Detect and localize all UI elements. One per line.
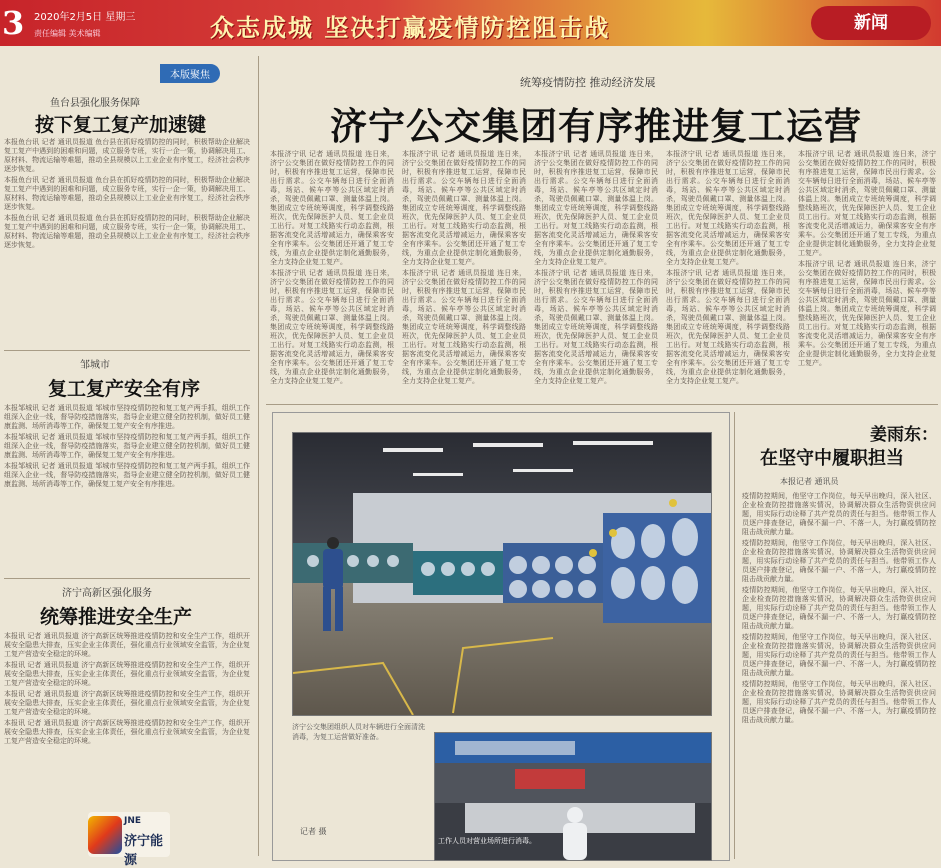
right-headline-line1: 姜雨东： [870, 425, 938, 445]
right-para: 疫情防控期间，他坚守工作岗位，每天早出晚归，深入社区、企业检查防控措施落实情况，协调解决群众生活物资供应问题，用实际行动诠释了共产党员的责任与担当。他带领工作人员逐户排查登记，确保不漏一户、不落一人，为打赢疫情防控阻击战贡献力量。 [742, 586, 936, 630]
logo-en: JNE [124, 816, 142, 826]
logo-name: 济宁能源 [124, 834, 164, 868]
main-photo-caption: 济宁公交集团组织人员对车辆进行全面清洗消毒，为复工运营做好准备。 [292, 723, 425, 741]
story1-body [4, 138, 250, 348]
masthead [0, 0, 941, 46]
main-photo [292, 432, 712, 716]
small-photo-caption: 工作人员对营业场所进行消毒。 [438, 837, 536, 845]
story2-para: 本报邹城讯 记者 通讯员报道 邹城市坚持疫情防控和复工复产两手抓，组织工作组深入企业一线，督导防疫措施落实，指导企业建立健全防控机制，做好员工健康监测、场所消毒等工作，确保复工复产安全有序推进。 [4, 404, 250, 430]
lead-body-col4 [666, 150, 790, 398]
story1-para: 本报鱼台讯 记者 通讯员报道 鱼台县在抓好疫情防控的同时，积极帮助企业解决复工复产中遇到的困难和问题，成立服务专班，实行一企一策，协调解决用工、原材料、物流运输等难题，推动全县规模以上工业企业有序复工，经济社会秩序逐步恢复。 [4, 176, 250, 211]
photo-credit: 记者 摄 [300, 827, 327, 836]
right-para: 疫情防控期间，他坚守工作岗位，每天早出晚归，深入社区、企业检查防控措施落实情况，协调解决群众生活物资供应问题，用实际行动诠释了共产党员的责任与担当。他带领工作人员逐户排查登记，确保不漏一户、不落一人，为打赢疫情防控阻击战贡献力量。 [742, 492, 936, 536]
lead-para: 本报济宁讯 记者 通讯员报道 连日来，济宁公交集团在做好疫情防控工作的同时，积极有序推进复工运营，保障市民出行需求。公交车辆每日进行全面消毒，场站、候车亭等公共区域定时消杀，驾驶员佩戴口罩、测量体温上岗。集团成立专班统筹调度，科学调整线路班次，优先保障医护人员、复工企业员工出行。对复工线路实行动态监测，根据客流变化灵活增减运力，确保乘客安全有序乘车。公交集团还开通了复工专线，为重点企业提供定制化通勤服务，全力支持企业复工复产。 [402, 150, 526, 266]
story3-para: 本报讯 记者 通讯员报道 济宁高新区统筹推进疫情防控和安全生产工作，组织开展安全隐患大排查，压实企业主体责任，强化重点行业领域安全监管，为企业复工复产营造安全稳定的环境。 [4, 632, 250, 658]
jne-logo [88, 812, 170, 868]
divider [4, 578, 250, 579]
story3-para: 本报讯 记者 通讯员报道 济宁高新区统筹推进疫情防控和安全生产工作，组织开展安全隐患大排查，压实企业主体责任，强化重点行业领域安全监管，为企业复工复产营造安全稳定的环境。 [4, 690, 250, 716]
lead-para: 本报济宁讯 记者 通讯员报道 连日来，济宁公交集团在做好疫情防控工作的同时，积极有序推进复工运营，保障市民出行需求。公交车辆每日进行全面消毒，场站、候车亭等公共区域定时消杀，驾驶员佩戴口罩、测量体温上岗。集团成立专班统筹调度，科学调整线路班次，优先保障医护人员、复工企业员工出行。对复工线路实行动态监测，根据客流变化灵活增减运力，确保乘客安全有序乘车。公交集团还开通了复工专线，为重点企业提供定制化通勤服务，全力支持企业复工复产。 [798, 150, 936, 257]
story3-body [4, 632, 250, 808]
lead-body-col1 [270, 150, 394, 398]
column-tag: 本版聚焦 [160, 64, 220, 83]
lead-body-col3 [534, 150, 658, 398]
lead-para: 本报济宁讯 记者 通讯员报道 连日来，济宁公交集团在做好疫情防控工作的同时，积极有序推进复工运营，保障市民出行需求。公交车辆每日进行全面消毒，场站、候车亭等公共区域定时消杀，驾驶员佩戴口罩、测量体温上岗。集团成立专班统筹调度，科学调整线路班次，优先保障医护人员、复工企业员工出行。对复工线路实行动态监测，根据客流变化灵活增减运力，确保乘客安全有序乘车。公交集团还开通了复工专线，为重点企业提供定制化通勤服务，全力支持企业复工复产。 [270, 269, 394, 385]
right-byline: 本报记者 通讯员 [780, 477, 839, 486]
story1-para: 本报鱼台讯 记者 通讯员报道 鱼台县在抓好疫情防控的同时，积极帮助企业解决复工复产中遇到的困难和问题，成立服务专班，实行一企一策，协调解决用工、原材料、物流运输等难题，推动全县规模以上工业企业有序复工，经济社会秩序逐步恢复。 [4, 138, 250, 173]
story3-headline: 统筹推进安全生产 [40, 606, 193, 628]
lead-para: 本报济宁讯 记者 通讯员报道 连日来，济宁公交集团在做好疫情防控工作的同时，积极有序推进复工运营，保障市民出行需求。公交车辆每日进行全面消毒，场站、候车亭等公共区域定时消杀，驾驶员佩戴口罩、测量体温上岗。集团成立专班统筹调度，科学调整线路班次，优先保障医护人员、复工企业员工出行。对复工线路实行动态监测，根据客流变化灵活增减运力，确保乘客安全有序乘车。公交集团还开通了复工专线，为重点企业提供定制化通勤服务，全力支持企业复工复产。 [666, 150, 790, 266]
story3-para: 本报讯 记者 通讯员报道 济宁高新区统筹推进疫情防控和安全生产工作，组织开展安全隐患大排查，压实企业主体责任，强化重点行业领域安全监管，为企业复工复产营造安全稳定的环境。 [4, 661, 250, 687]
right-para: 疫情防控期间，他坚守工作岗位，每天早出晚归，深入社区、企业检查防控措施落实情况，协调解决群众生活物资供应问题，用实际行动诠释了共产党员的责任与担当。他带领工作人员逐户排查登记，确保不漏一户、不落一人，为打赢疫情防控阻击战贡献力量。 [742, 633, 936, 677]
right-para: 疫情防控期间，他坚守工作岗位，每天早出晚归，深入社区、企业检查防控措施落实情况，协调解决群众生活物资供应问题，用实际行动诠释了共产党员的责任与担当。他带领工作人员逐户排查登记，确保不漏一户、不落一人，为打赢疫情防控阻击战贡献力量。 [742, 680, 936, 724]
masthead-slogan: 众志成城 坚决打赢疫情防控阻击战 [210, 13, 611, 42]
story1-kicker: 鱼台县强化服务保障 [50, 98, 140, 109]
lead-para: 本报济宁讯 记者 通讯员报道 连日来，济宁公交集团在做好疫情防控工作的同时，积极有序推进复工运营，保障市民出行需求。公交车辆每日进行全面消毒，场站、候车亭等公共区域定时消杀，驾驶员佩戴口罩、测量体温上岗。集团成立专班统筹调度，科学调整线路班次，优先保障医护人员、复工企业员工出行。对复工线路实行动态监测，根据客流变化灵活增减运力，确保乘客安全有序乘车。公交集团还开通了复工专线，为重点企业提供定制化通勤服务，全力支持企业复工复产。 [270, 150, 394, 266]
lead-para: 本报济宁讯 记者 通讯员报道 连日来，济宁公交集团在做好疫情防控工作的同时，积极有序推进复工运营，保障市民出行需求。公交车辆每日进行全面消毒，场站、候车亭等公共区域定时消杀，驾驶员佩戴口罩、测量体温上岗。集团成立专班统筹调度，科学调整线路班次，优先保障医护人员、复工企业员工出行。对复工线路实行动态监测，根据客流变化灵活增减运力，确保乘客安全有序乘车。公交集团还开通了复工专线，为重点企业提供定制化通勤服务，全力支持企业复工复产。 [666, 269, 790, 385]
right-body [742, 492, 936, 856]
story2-kicker: 邹城市 [80, 360, 110, 371]
story2-body [4, 404, 250, 574]
bus-depot-photo [293, 433, 711, 715]
column-rule [258, 56, 259, 856]
story2-headline: 复工复产安全有序 [48, 378, 201, 400]
lead-para: 本报济宁讯 记者 通讯员报道 连日来，济宁公交集团在做好疫情防控工作的同时，积极有序推进复工运营，保障市民出行需求。公交车辆每日进行全面消毒，场站、候车亭等公共区域定时消杀，驾驶员佩戴口罩、测量体温上岗。集团成立专班统筹调度，科学调整线路班次，优先保障医护人员、复工企业员工出行。对复工线路实行动态监测，根据客流变化灵活增减运力，确保乘客安全有序乘车。公交集团还开通了复工专线，为重点企业提供定制化通勤服务，全力支持企业复工复产。 [402, 269, 526, 385]
date-line: 2020年2月5日 星期三 [34, 12, 136, 23]
page-number: 3 [2, 4, 25, 42]
lead-para: 本报济宁讯 记者 通讯员报道 连日来，济宁公交集团在做好疫情防控工作的同时，积极有序推进复工运营，保障市民出行需求。公交车辆每日进行全面消毒，场站、候车亭等公共区域定时消杀，驾驶员佩戴口罩、测量体温上岗。集团成立专班统筹调度，科学调整线路班次，优先保障医护人员、复工企业员工出行。对复工线路实行动态监测，根据客流变化灵活增减运力，确保乘客安全有序乘车。公交集团还开通了复工专线，为重点企业提供定制化通勤服务，全力支持企业复工复产。 [798, 260, 936, 367]
column-rule [734, 412, 735, 859]
story1-headline: 按下复工复产加速键 [35, 114, 207, 136]
story2-para: 本报邹城讯 记者 通讯员报道 邹城市坚持疫情防控和复工复产两手抓，组织工作组深入企业一线，督导防疫措施落实，指导企业建立健全防控机制，做好员工健康监测、场所消毒等工作，确保复工复产安全有序推进。 [4, 462, 250, 488]
divider [266, 404, 938, 405]
right-headline-line2: 在坚守中履职担当 [760, 448, 904, 469]
lead-headline: 济宁公交集团有序推进复工运营 [330, 104, 862, 148]
lead-body-col2 [402, 150, 526, 398]
story2-para: 本报邹城讯 记者 通讯员报道 邹城市坚持疫情防控和复工复产两手抓，组织工作组深入企业一线，督导防疫措施落实，指导企业建立健全防控机制，做好员工健康监测、场所消毒等工作，确保复工复产安全有序推进。 [4, 433, 250, 459]
lead-para: 本报济宁讯 记者 通讯员报道 连日来，济宁公交集团在做好疫情防控工作的同时，积极有序推进复工运营，保障市民出行需求。公交车辆每日进行全面消毒，场站、候车亭等公共区域定时消杀，驾驶员佩戴口罩、测量体温上岗。集团成立专班统筹调度，科学调整线路班次，优先保障医护人员、复工企业员工出行。对复工线路实行动态监测，根据客流变化灵活增减运力，确保乘客安全有序乘车。公交集团还开通了复工专线，为重点企业提供定制化通勤服务，全力支持企业复工复产。 [534, 269, 658, 385]
lead-para: 本报济宁讯 记者 通讯员报道 连日来，济宁公交集团在做好疫情防控工作的同时，积极有序推进复工运营，保障市民出行需求。公交车辆每日进行全面消毒，场站、候车亭等公共区域定时消杀，驾驶员佩戴口罩、测量体温上岗。集团成立专班统筹调度，科学调整线路班次，优先保障医护人员、复工企业员工出行。对复工线路实行动态监测，根据客流变化灵活增减运力，确保乘客安全有序乘车。公交集团还开通了复工专线，为重点企业提供定制化通勤服务，全力支持企业复工复产。 [534, 150, 658, 266]
divider [4, 350, 250, 351]
right-para: 疫情防控期间，他坚守工作岗位，每天早出晚归，深入社区、企业检查防控措施落实情况，协调解决群众生活物资供应问题，用实际行动诠释了共产党员的责任与担当。他带领工作人员逐户排查登记，确保不漏一户、不落一人，为打赢疫情防控阻击战贡献力量。 [742, 539, 936, 583]
story1-para: 本报鱼台讯 记者 通讯员报道 鱼台县在抓好疫情防控的同时，积极帮助企业解决复工复产中遇到的困难和问题，成立服务专班，实行一企一策，协调解决用工、原材料、物流运输等难题，推动全县规模以上工业企业有序复工，经济社会秩序逐步恢复。 [4, 214, 250, 249]
lead-body-col5 [798, 150, 936, 398]
story3-kicker: 济宁高新区强化服务 [62, 588, 152, 599]
story3-para: 本报讯 记者 通讯员报道 济宁高新区统筹推进疫情防控和安全生产工作，组织开展安全隐患大排查，压实企业主体责任，强化重点行业领域安全监管，为企业复工复产营造安全稳定的环境。 [4, 719, 250, 745]
section-badge: 新闻 [811, 6, 931, 40]
jne-logo-mark [88, 816, 122, 854]
lead-kicker: 统筹疫情防控 推动经济发展 [520, 76, 656, 89]
editors-line: 责任编辑 美术编辑 [34, 29, 101, 38]
